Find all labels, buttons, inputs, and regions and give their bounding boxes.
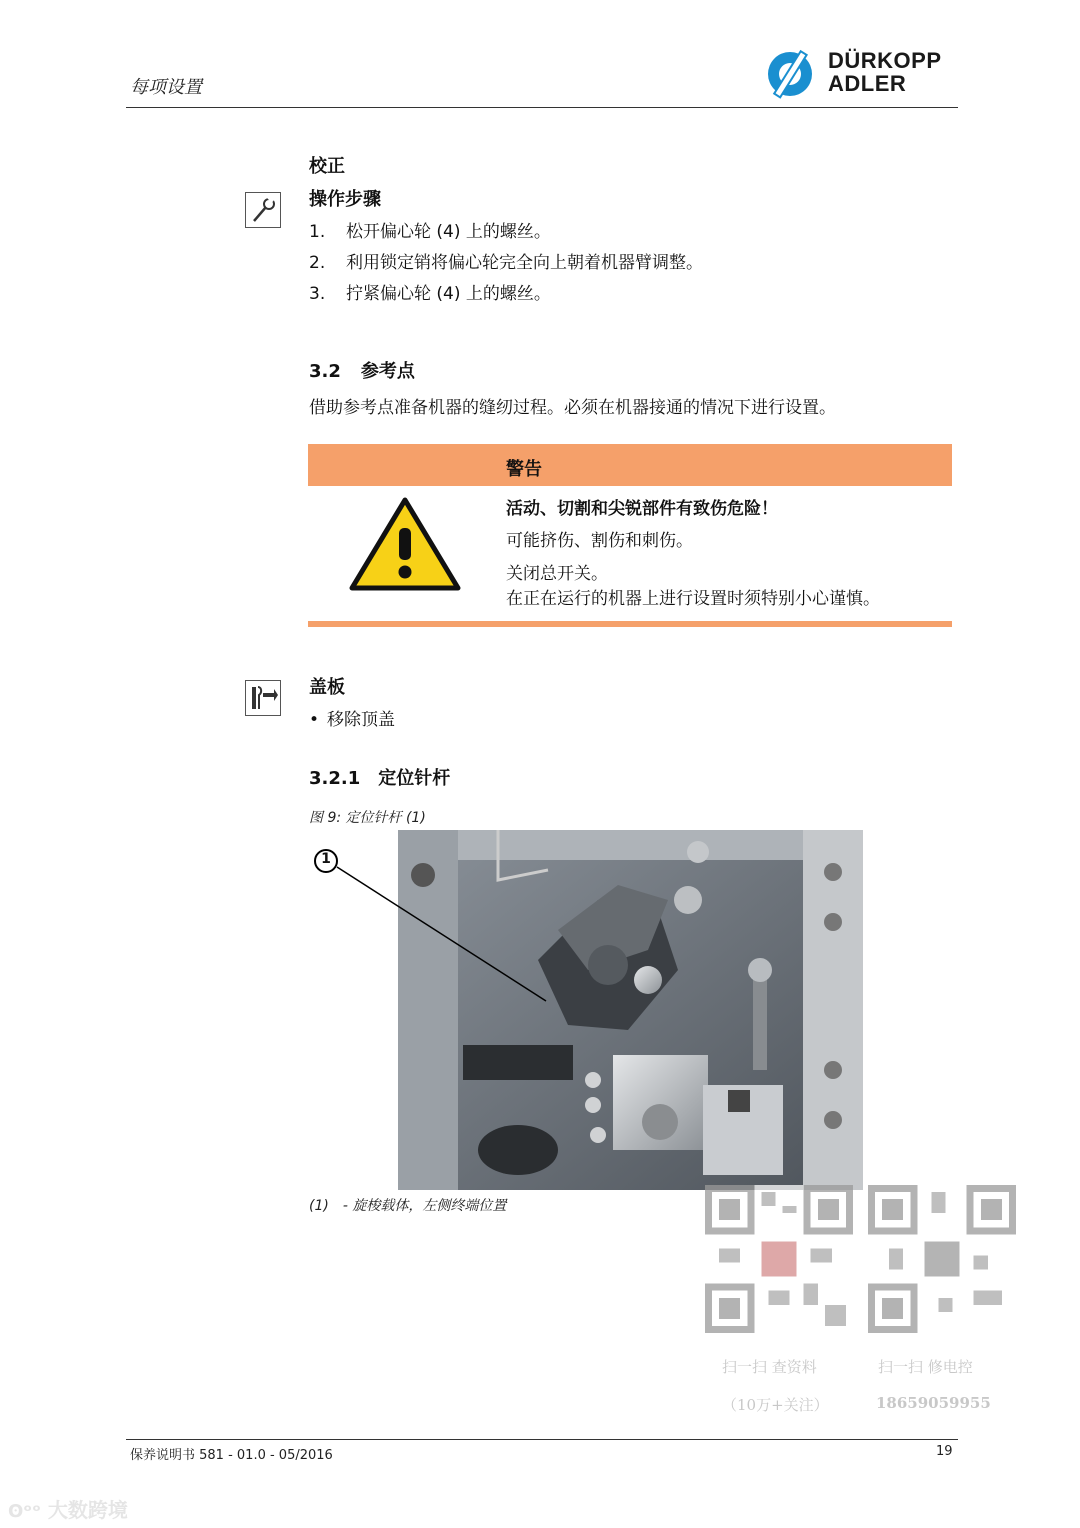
step-text: 拧紧偏心轮 (4) 上的螺丝。 bbox=[346, 284, 551, 304]
brand-logo-text: DÜRKOPP ADLER bbox=[828, 48, 942, 96]
step-number: 2. bbox=[309, 253, 326, 273]
legend-number: (1) bbox=[309, 1198, 329, 1214]
section-3-2-1-heading bbox=[309, 764, 450, 790]
step-1 bbox=[309, 217, 551, 242]
warning-danger: 活动、切割和尖锐部件有致伤危险！ bbox=[506, 499, 778, 519]
durkopp-adler-logo-icon bbox=[762, 48, 824, 100]
calibration-title: 校正 bbox=[309, 156, 345, 177]
figure-legend bbox=[309, 1195, 506, 1215]
warning-heading: 警告 bbox=[506, 459, 542, 480]
watermark-logo-icon: ʘᵒᵒ bbox=[8, 1501, 41, 1522]
section-number: 3.2.1 bbox=[309, 768, 361, 789]
warning-action-1: 关闭总开关。 bbox=[506, 564, 608, 584]
warning-triangle-icon bbox=[348, 496, 462, 594]
watermark-text: 大数跨境 bbox=[47, 1498, 128, 1522]
warning-action-2: 在正在运行的机器上进行设置时须特别小心谨慎。 bbox=[506, 589, 880, 609]
footer-doc-info: 保养说明书 581 - 01.0 - 05/2016 bbox=[130, 1448, 333, 1463]
bullet-icon: • bbox=[309, 710, 320, 730]
footer-rule bbox=[126, 1439, 958, 1440]
qr-left-label-1: 扫一扫 查资料 bbox=[722, 1358, 817, 1376]
qr-right-label-1: 扫一扫 修电控 bbox=[878, 1358, 973, 1376]
header-rule bbox=[126, 107, 958, 108]
legend-text: - 旋梭载体，左侧终端位置 bbox=[342, 1198, 507, 1214]
callout-leader-line bbox=[308, 845, 568, 1015]
header-section-title: 每项设置 bbox=[130, 77, 202, 98]
warning-consequence: 可能挤伤、割伤和刺伤。 bbox=[506, 531, 693, 551]
qr-code-right-icon bbox=[868, 1185, 1016, 1333]
qr-left-label-2: （10万+关注） bbox=[722, 1396, 829, 1414]
section-number: 3.2 bbox=[309, 361, 341, 382]
footer-page-number: 19 bbox=[936, 1444, 953, 1459]
section-3-2-body: 借助参考点准备机器的缝纫过程。必须在机器接通的情况下进行设置。 bbox=[309, 398, 836, 418]
callout-number: 1 bbox=[321, 851, 331, 867]
wrench-icon bbox=[245, 192, 281, 228]
cover-title: 盖板 bbox=[309, 677, 345, 698]
cover-item-text: 移除顶盖 bbox=[327, 710, 396, 730]
step-text: 利用锁定销将偏心轮完全向上朝着机器臂调整。 bbox=[346, 253, 703, 273]
step-2 bbox=[309, 248, 703, 273]
figure-caption: 图 9: 定位针杆 (1) bbox=[309, 810, 426, 826]
section-title: 定位针杆 bbox=[378, 768, 451, 789]
qr-code-left-icon bbox=[705, 1185, 853, 1333]
qr-right-label-2: 18659059955 bbox=[876, 1394, 991, 1412]
warning-bottom-line bbox=[308, 621, 952, 627]
step-number: 1. bbox=[309, 222, 326, 242]
cover-plate-icon bbox=[245, 680, 281, 716]
section-3-2-heading bbox=[309, 357, 415, 383]
watermark bbox=[8, 1494, 128, 1523]
step-3 bbox=[309, 279, 551, 304]
warning-header-bar bbox=[308, 444, 952, 486]
step-number: 3. bbox=[309, 284, 326, 304]
cover-item bbox=[309, 705, 395, 730]
procedure-title: 操作步骤 bbox=[309, 189, 381, 210]
section-title: 参考点 bbox=[360, 361, 415, 382]
step-text: 松开偏心轮 (4) 上的螺丝。 bbox=[346, 222, 551, 242]
